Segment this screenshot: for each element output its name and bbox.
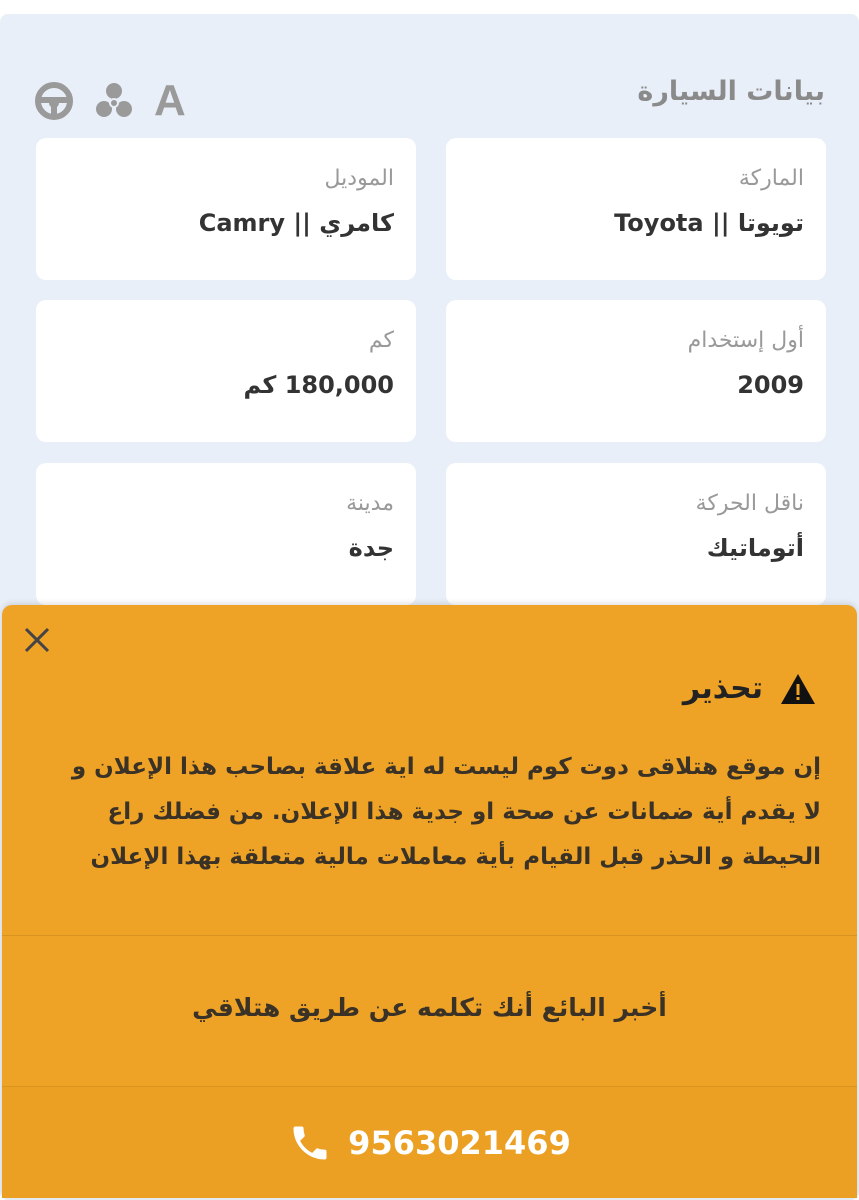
warning-header bbox=[683, 671, 817, 706]
field-km bbox=[36, 300, 416, 442]
field-value: تويوتا || Toyota bbox=[614, 209, 804, 237]
field-brand bbox=[446, 138, 826, 280]
field-label: أول إستخدام bbox=[687, 328, 804, 353]
warning-message: إن موقع هتلاقى دوت كوم ليست له اية علاقة بصاحب هذا الإعلان و لا يقدم أية ضمانات عن صحة او جدية هذا الإعلان. من فضلك راع الحيطة و الحذر قبل القيام بأية معاملات مالية متعلقة بهذا الإعلان bbox=[71, 754, 821, 870]
field-label: الماركة bbox=[738, 166, 804, 191]
font-a-icon: A bbox=[154, 76, 186, 125]
call-button[interactable] bbox=[2, 1086, 857, 1198]
field-value: كامري || Camry bbox=[198, 209, 394, 237]
warning-modal bbox=[2, 605, 857, 1198]
field-value: جدة bbox=[348, 534, 394, 562]
field-label: ناقل الحركة bbox=[695, 491, 804, 516]
field-label: كم bbox=[368, 328, 394, 353]
divider bbox=[2, 935, 857, 936]
field-value: 2009 bbox=[737, 371, 804, 399]
field-model bbox=[36, 138, 416, 280]
steering-wheel-icon bbox=[34, 81, 74, 121]
field-transmission bbox=[446, 463, 826, 605]
fan-icon bbox=[94, 81, 134, 121]
field-value: 180,000 كم bbox=[243, 371, 394, 399]
tell-seller-text: أخبر البائع أنك تكلمه عن طريق هتلاقي bbox=[192, 993, 667, 1022]
section-title: بيانات السيارة bbox=[637, 76, 825, 107]
field-label: مدينة bbox=[346, 491, 394, 516]
field-city bbox=[36, 463, 416, 605]
section-icons bbox=[34, 76, 186, 126]
field-value: أتوماتيك bbox=[706, 534, 804, 562]
warning-title: تحذير bbox=[682, 671, 763, 706]
phone-number: 9563021469 bbox=[348, 1123, 571, 1162]
field-label: الموديل bbox=[324, 166, 394, 191]
close-icon[interactable] bbox=[22, 625, 52, 655]
warning-icon bbox=[779, 672, 817, 706]
field-first-use bbox=[446, 300, 826, 442]
phone-icon bbox=[288, 1121, 332, 1165]
